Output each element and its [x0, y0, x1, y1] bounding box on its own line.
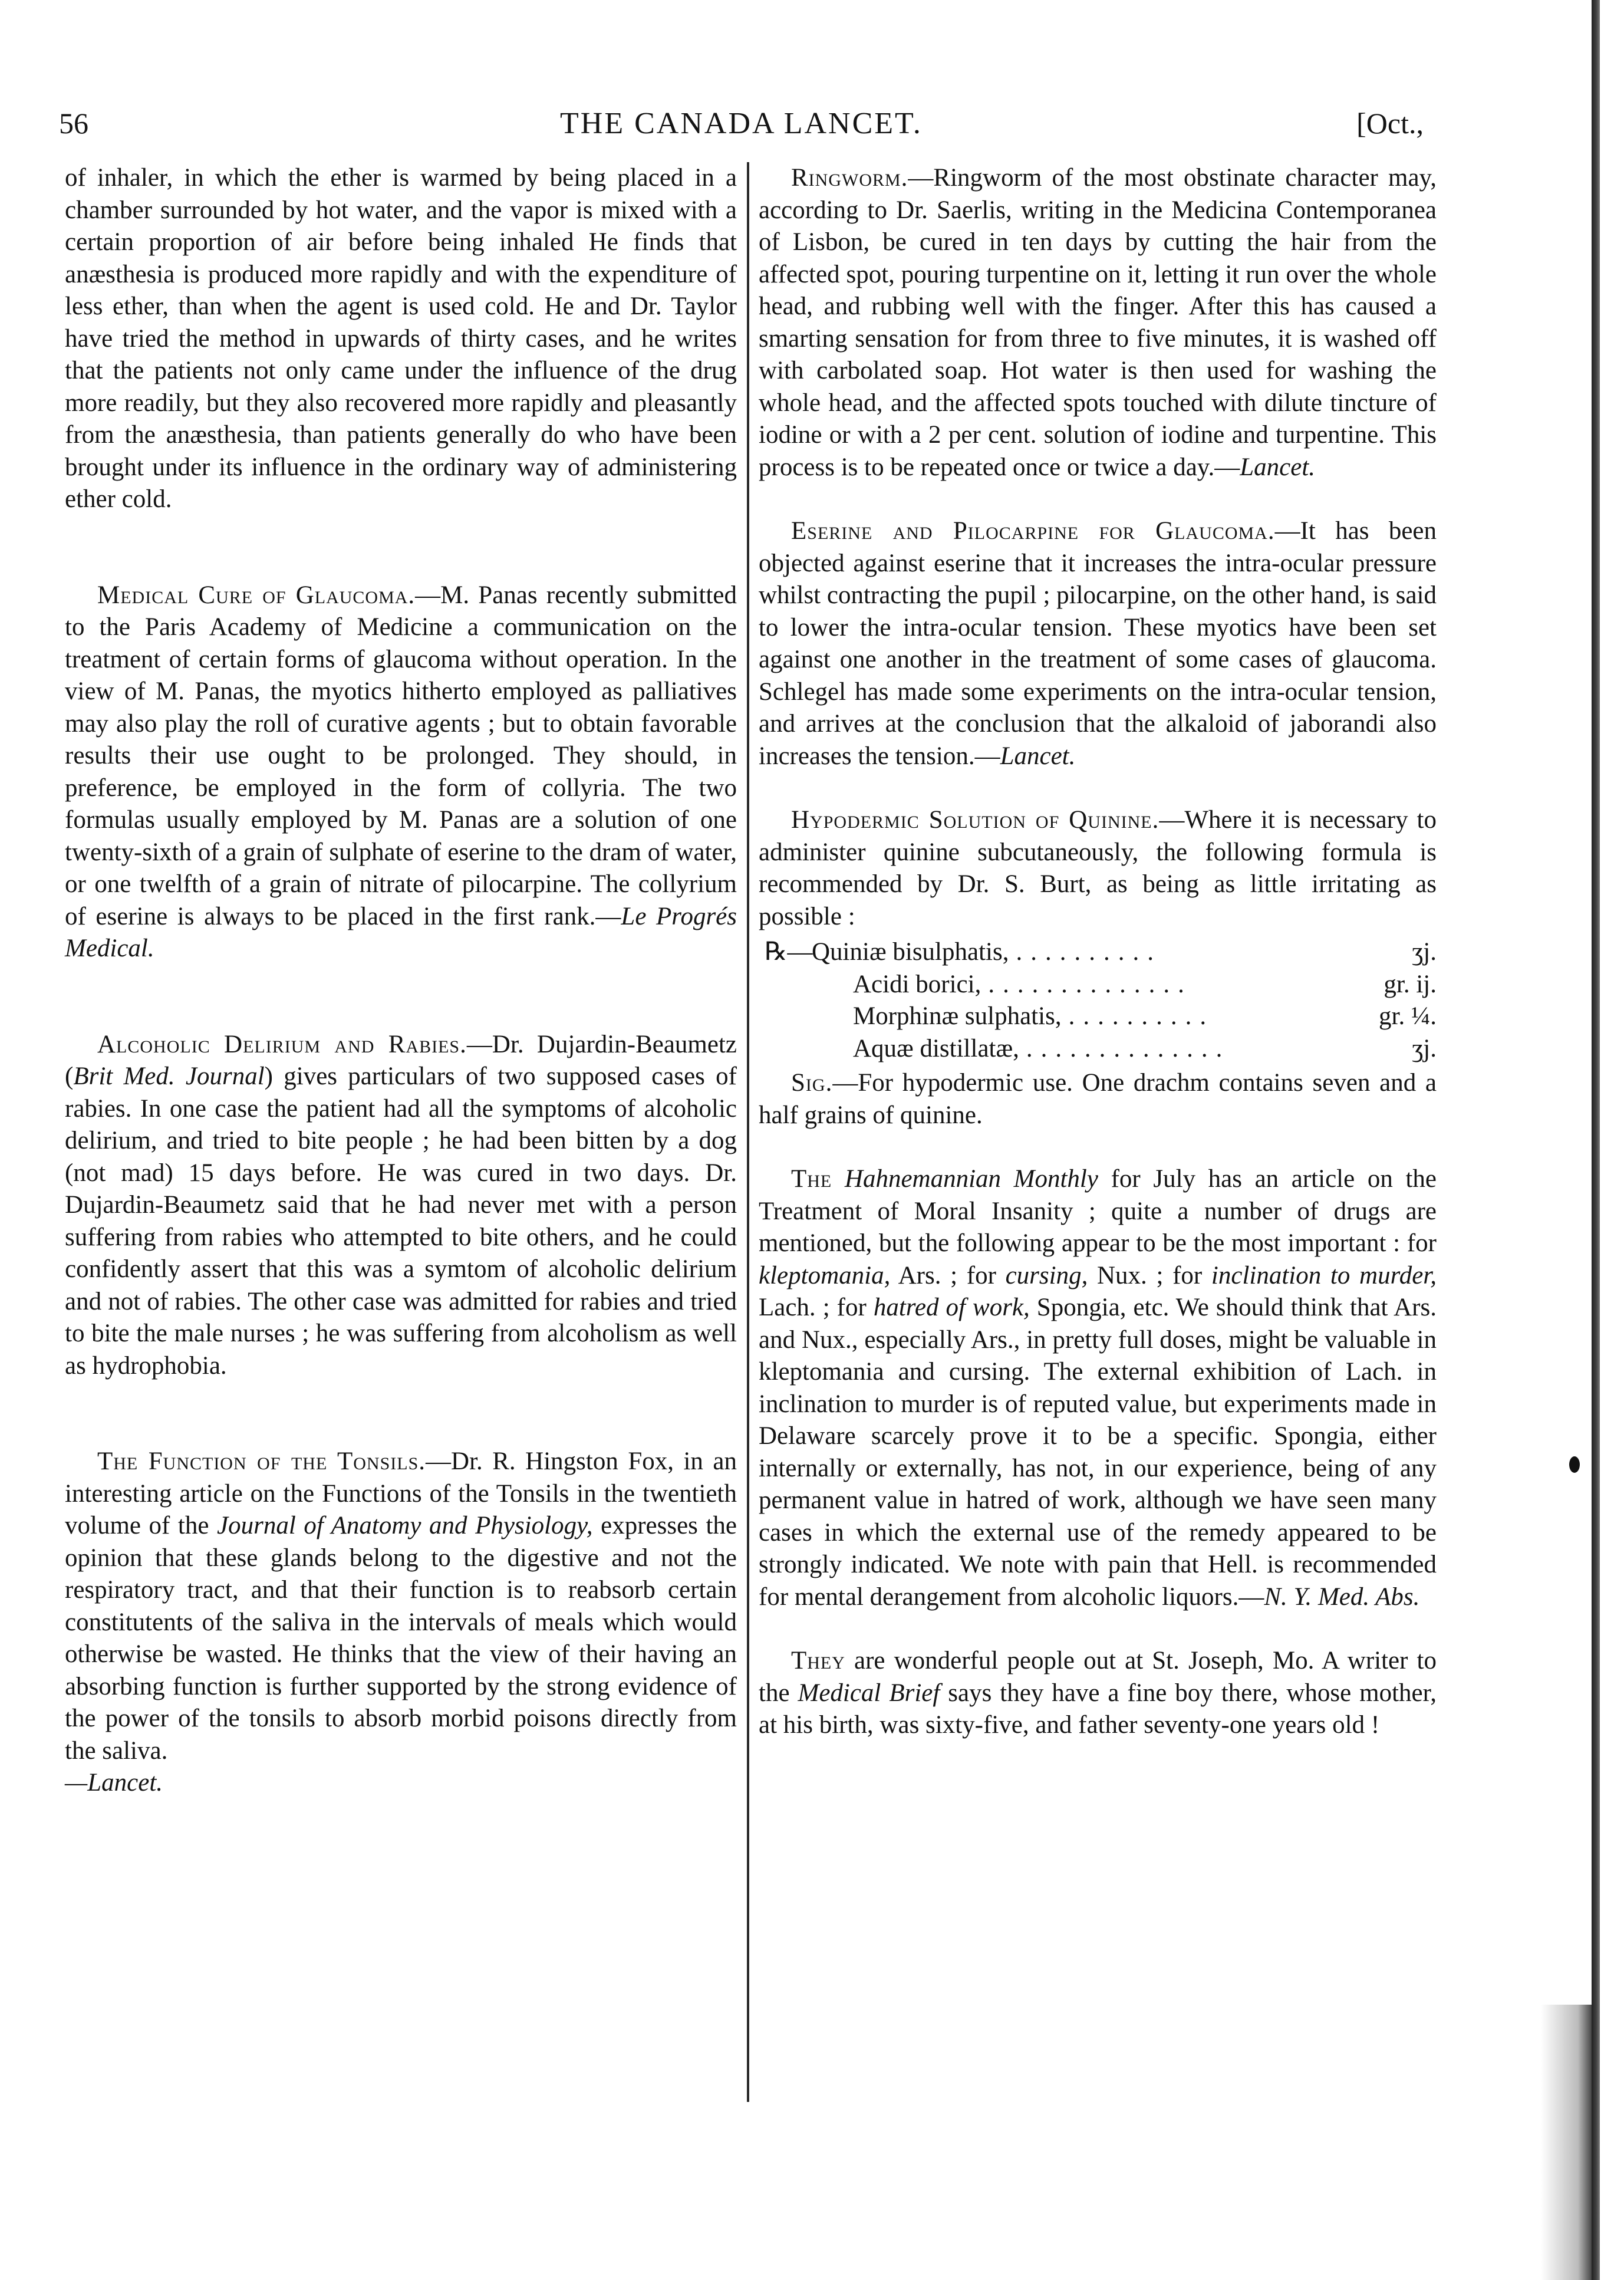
- left-column: [65, 162, 737, 1863]
- ingredient-dose: gr. ¼.: [1379, 1002, 1437, 1030]
- article-title: Hypodermic Solution of Quinine.: [791, 806, 1159, 834]
- article-eserine-pilocarpine: [759, 515, 1437, 772]
- signa-label: Sig.: [791, 1069, 833, 1097]
- prescription-line: Morphinæ sulphatis, .......... gr. ¼.: [759, 1001, 1437, 1033]
- prescription-line: ℞— Quiniæ bisulphatis, .......... ʒj.: [759, 936, 1437, 969]
- article-lead: They: [791, 1647, 845, 1674]
- article-body: Eserine and Pilocarpine for Glaucoma.—It has been objected against eserine that it increases the intra-ocular pressure whilst contracting the pupil ; pilocarpine, on the other hand, is said to lower the intra-ocular tension. These myotics have been set against one another in the treatment of some cases of glaucoma. Schlegel has made some experiments on the intra-ocular tension, and arrives at the conclusion that the alkaloid of jaborandi also increases the tension.—Lancet.: [759, 517, 1437, 770]
- issue-month: [Oct.,: [1356, 107, 1424, 140]
- article-title: Medical Cure of Glaucoma.: [97, 581, 416, 609]
- article-body: of inhaler, in which the ether is warmed by being placed in a chamber surrounded by hot water, and the vapor is mixed with a certain proportion of air before being inhaled He finds that anæsthesia is produced more rapidly and with the expenditure of less ether, than when the agent is used cold. He and Dr. Taylor have tried the method in upwards of thirty cases, and he writes that the patients not only came under the influence of the drug more readily, but they also recovered more rapidly and pleasantly from the anæsthesia, than patients generally do who have been brought under its influence in the ordinary way of administering ether cold.: [65, 164, 737, 513]
- page-number: 56: [59, 107, 88, 140]
- article-lead: The: [791, 1165, 832, 1193]
- article-source: Lancet.: [1000, 742, 1076, 770]
- article-body: Alcoholic Delirium and Rabies.—Dr. Dujardin-Beaumetz (Brit Med. Journal) gives particulars of two supposed cases of rabies. In one case the patient had all the symptoms of alcoholic delirium, and tried to bite people ; he had been bitten by a dog (not mad) 15 days before. He was cured in two days. Dr. Dujardin-Beaumetz said that he had never met with a person suffering from rabies who attempted to bite others, and he could confidently assert that this was a symtom of alcoholic delirium and not of rabies. The other case was admitted for rabies and tried to bite the male nurses ; he was suffering from alcoholism as well as hydrophobia.: [65, 1030, 737, 1380]
- ingredient-name: Quiniæ bisulphatis,: [812, 938, 1009, 966]
- right-column: [759, 162, 1437, 1774]
- ingredient-dose: ʒj.: [1412, 1034, 1437, 1062]
- article-st-joseph: [759, 1645, 1437, 1742]
- article-function-of-tonsils: [65, 1446, 737, 1799]
- article-title: The Function of the Tonsils.: [97, 1447, 426, 1475]
- article-hahnemannian-monthly: [759, 1163, 1437, 1613]
- journal-title: THE CANADA LANCET.: [560, 107, 923, 140]
- article-ringworm: [759, 162, 1437, 483]
- article-ether-inhaler: [65, 162, 737, 516]
- prescription: [759, 936, 1437, 1065]
- article-hypodermic-quinine: [759, 804, 1437, 1131]
- ingredient-dose: gr. ij.: [1383, 970, 1437, 998]
- ink-mark: [1569, 1456, 1580, 1473]
- article-body: Medical Cure of Glaucoma.—M. Panas recently submitted to the Paris Academy of Medicine a communication on the treatment of certain forms of glaucoma without operation. In the view of M. Panas, the myotics hitherto employed as palliatives may also play the roll of curative agents ; but to obtain favorable results their use ought to be prolonged. They should, in preference, be employed in the form of collyria. The two formulas usually employed by M. Panas are a solution of one twenty-sixth of a grain of sulphate of eserine to the dram of water, or one twelfth of a grain of nitrate of pilocarpine. The collyrium of eserine is always to be placed in the first rank.—Le Progrés Medical.: [65, 581, 737, 962]
- article-medical-cure-glaucoma: [65, 580, 737, 965]
- article-body: Ringworm.—Ringworm of the most obstinate character may, according to Dr. Saerlis, writing in the Medicina Contemporanea of Lisbon, be cured in ten days by cutting the hair from the affected spot, pouring turpentine on it, letting it run over the whole head, and rubbing well with the finger. After this has caused a smarting sensation for from three to five minutes, it is washed off with carbolated soap. Hot water is then used for washing the whole head, and the affected spots touched with dilute tincture of iodine or with a 2 per cent. solution of iodine and turpentine. This process is to be repeated once or twice a day.—Lancet.: [759, 164, 1437, 481]
- journal-reference: Journal of Anatomy and Physiology,: [217, 1512, 593, 1539]
- article-body: The Hahnemannian Monthly for July has an article on the Treatment of Moral Insanity ; quite a number of drugs are mentioned, but the following appear to be the most important : for kleptomania, Ars. ; for cursing, Nux. ; for inclination to murder, Lach. ; for hatred of work, Spongia, etc. We should think that Ars. and Nux., especially Ars., in pretty full doses, might be valuable in kleptomania and cursing. The external exhibition of Lach. in inclination to murder is of reputed value, but experiments made in Delaware scarcely prove it to be a specific. Spongia, either internally or externally, has not, in our experience, being of any permanent value in hatred of work, although we have seen many cases in which the external use of the remedy appeared to be strongly indicated. We note with pain that Hell. is recommended for mental derangement from alcoholic liquors.—N. Y. Med. Abs.: [759, 1165, 1437, 1611]
- article-source: Le Progrés Medical.: [65, 902, 737, 962]
- article-source: Lancet.: [1240, 453, 1316, 481]
- article-title: Ringworm.: [791, 164, 908, 192]
- journal-reference: Hahnemannian Monthly: [844, 1165, 1098, 1193]
- article-body: They are wonderful people out at St. Joseph, Mo. A writer to the Medical Brief says they have a fine boy there, whose mother, at his birth, was sixty-five, and father seventy-one years old !: [759, 1647, 1437, 1739]
- page-edge: [1592, 0, 1600, 2280]
- article-title: Eserine and Pilocarpine for Glaucoma.: [791, 517, 1275, 545]
- recipe-symbol: ℞—: [765, 938, 813, 966]
- article-source: —Lancet.: [65, 1769, 163, 1797]
- ingredient-dose: ʒj.: [1412, 938, 1437, 966]
- running-header: [59, 100, 1424, 153]
- article-body: The Function of the Tonsils.—Dr. R. Hingston Fox, in an interesting article on the Functions of the Tonsils in the twentieth volume of the Journal of Anatomy and Physiology, expresses the opinion that these glands belong to the digestive and not the respiratory tract, and that their function is to reabsorb certain constitutents of the saliva in the intervals of meals which would otherwise be wasted. He thinks that the view of their having an absorbing function is further supported by the strong evidence of the power of the tonsils to absorb morbid poisons directly from the saliva. —Lancet.: [65, 1447, 737, 1797]
- journal-reference: Medical Brief: [798, 1679, 940, 1707]
- prescription-line: Acidi borici, .............. gr. ij.: [759, 969, 1437, 1001]
- signa-line: Sig.—For hypodermic use. One drachm contains seven and a half grains of quinine.: [759, 1069, 1437, 1129]
- ingredient-name: Aquæ distillatæ,: [853, 1034, 1019, 1062]
- article-body: Hypodermic Solution of Quinine.—Where it is necessary to administer quinine subcutaneously, the following formula is recommended by Dr. S. Burt, as being as little irritating as possible :: [759, 806, 1437, 930]
- journal-reference: Brit Med. Journal: [73, 1062, 265, 1090]
- ingredient-name: Acidi borici,: [853, 970, 981, 998]
- article-source: N. Y. Med. Abs.: [1264, 1582, 1420, 1611]
- prescription-line: Aquæ distillatæ, .............. ʒj.: [759, 1033, 1437, 1065]
- article-title: Alcoholic Delirium and Rabies.: [97, 1030, 467, 1058]
- column-divider: [747, 162, 749, 2102]
- ingredient-name: Morphinæ sulphatis,: [853, 1002, 1062, 1030]
- article-alcoholic-delirium-rabies: [65, 1029, 737, 1383]
- binding-shadow: [1541, 2005, 1594, 2280]
